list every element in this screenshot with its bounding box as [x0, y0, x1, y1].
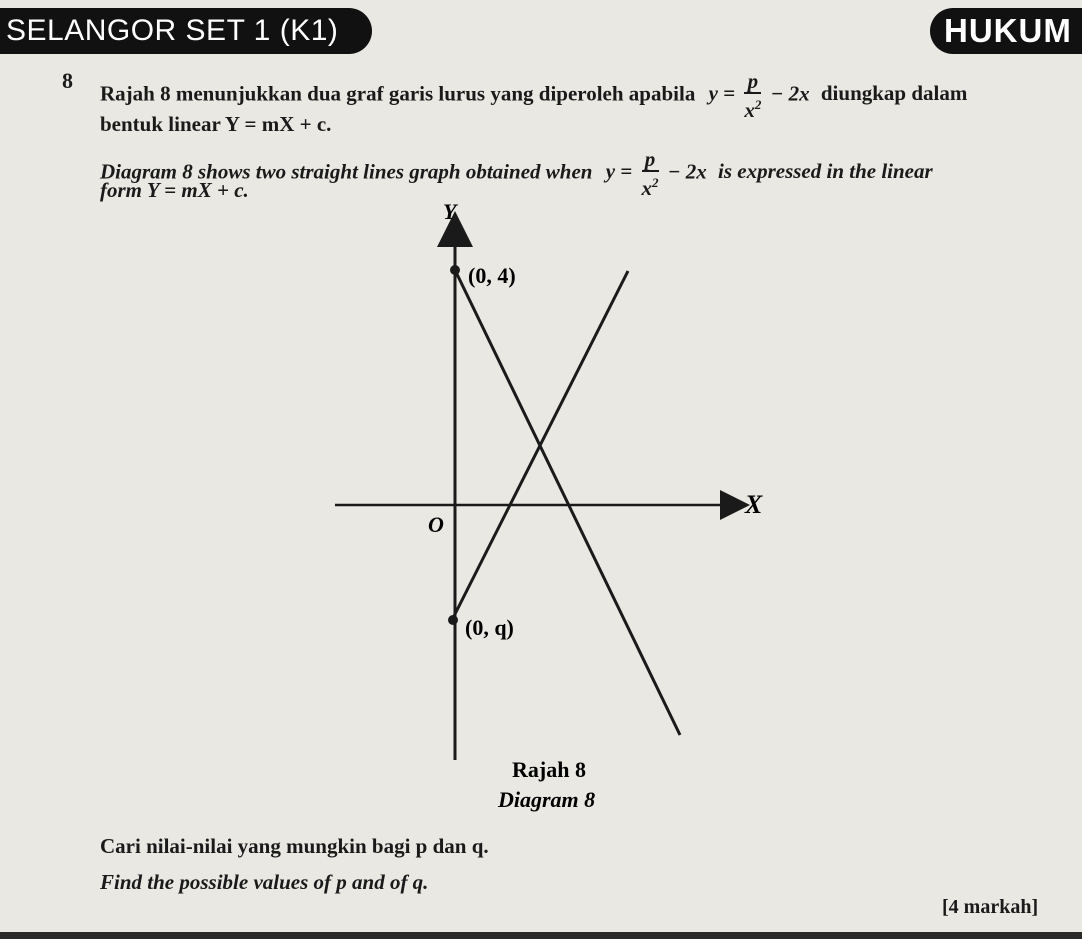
- diagram-caption-malay: Rajah 8: [512, 757, 586, 782]
- marks-label: [4 markah]: [942, 896, 1039, 918]
- fraction-denominator-en: $x^2$: [641, 175, 659, 200]
- malay-statement-text-b: diungkap dalam: [820, 81, 968, 106]
- english-statement-text-b: is expressed in the linear: [718, 159, 933, 184]
- page-bottom-edge: [0, 932, 1082, 939]
- point-0-q: [448, 615, 458, 625]
- diagram-graph: [320, 195, 763, 815]
- fraction-numerator: p: [744, 70, 761, 94]
- origin-label: O: [428, 512, 444, 537]
- fraction-numerator-en: p: [642, 148, 659, 172]
- find-malay: Cari nilai-nilai yang mungkin bagi p dan q.: [100, 834, 489, 858]
- point-0-4: [450, 265, 460, 275]
- equation-tail-en: − 2x: [667, 159, 707, 184]
- diagram-caption-english: Diagram 8: [498, 787, 596, 812]
- point-label-top: (0, 4): [468, 263, 516, 288]
- fraction-p-over-x2: [744, 70, 761, 121]
- x-axis-label: X: [745, 490, 763, 519]
- topic-header-banner: HUKUM: [930, 8, 1082, 54]
- malay-statement-text-a: Rajah 8 menunjukkan dua graf garis lurus yang diperoleh apabila: [100, 81, 696, 106]
- point-label-bottom: (0, q): [465, 615, 514, 640]
- equation-y: y =: [708, 81, 736, 106]
- set-header-banner: SELANGOR SET 1 (K1): [0, 8, 372, 54]
- question-number: 8: [62, 68, 73, 93]
- malay-statement-line2: bentuk linear Y = mX + c.: [100, 112, 332, 136]
- equation-y-en: y =: [605, 159, 633, 184]
- fraction-p-over-x2-en: [642, 148, 659, 199]
- line-decreasing: [455, 270, 680, 735]
- fraction-denominator: $x^2$: [744, 97, 762, 122]
- find-english: Find the possible values of p and of q.: [100, 870, 429, 894]
- line-increasing: [452, 271, 628, 620]
- english-statement-text-a: Diagram 8 shows two straight lines graph obtained when: [100, 159, 593, 184]
- english-statement-line2: form Y = mX + c.: [100, 178, 249, 202]
- y-axis-label: Y: [443, 199, 457, 224]
- equation-tail: − 2x: [770, 81, 810, 106]
